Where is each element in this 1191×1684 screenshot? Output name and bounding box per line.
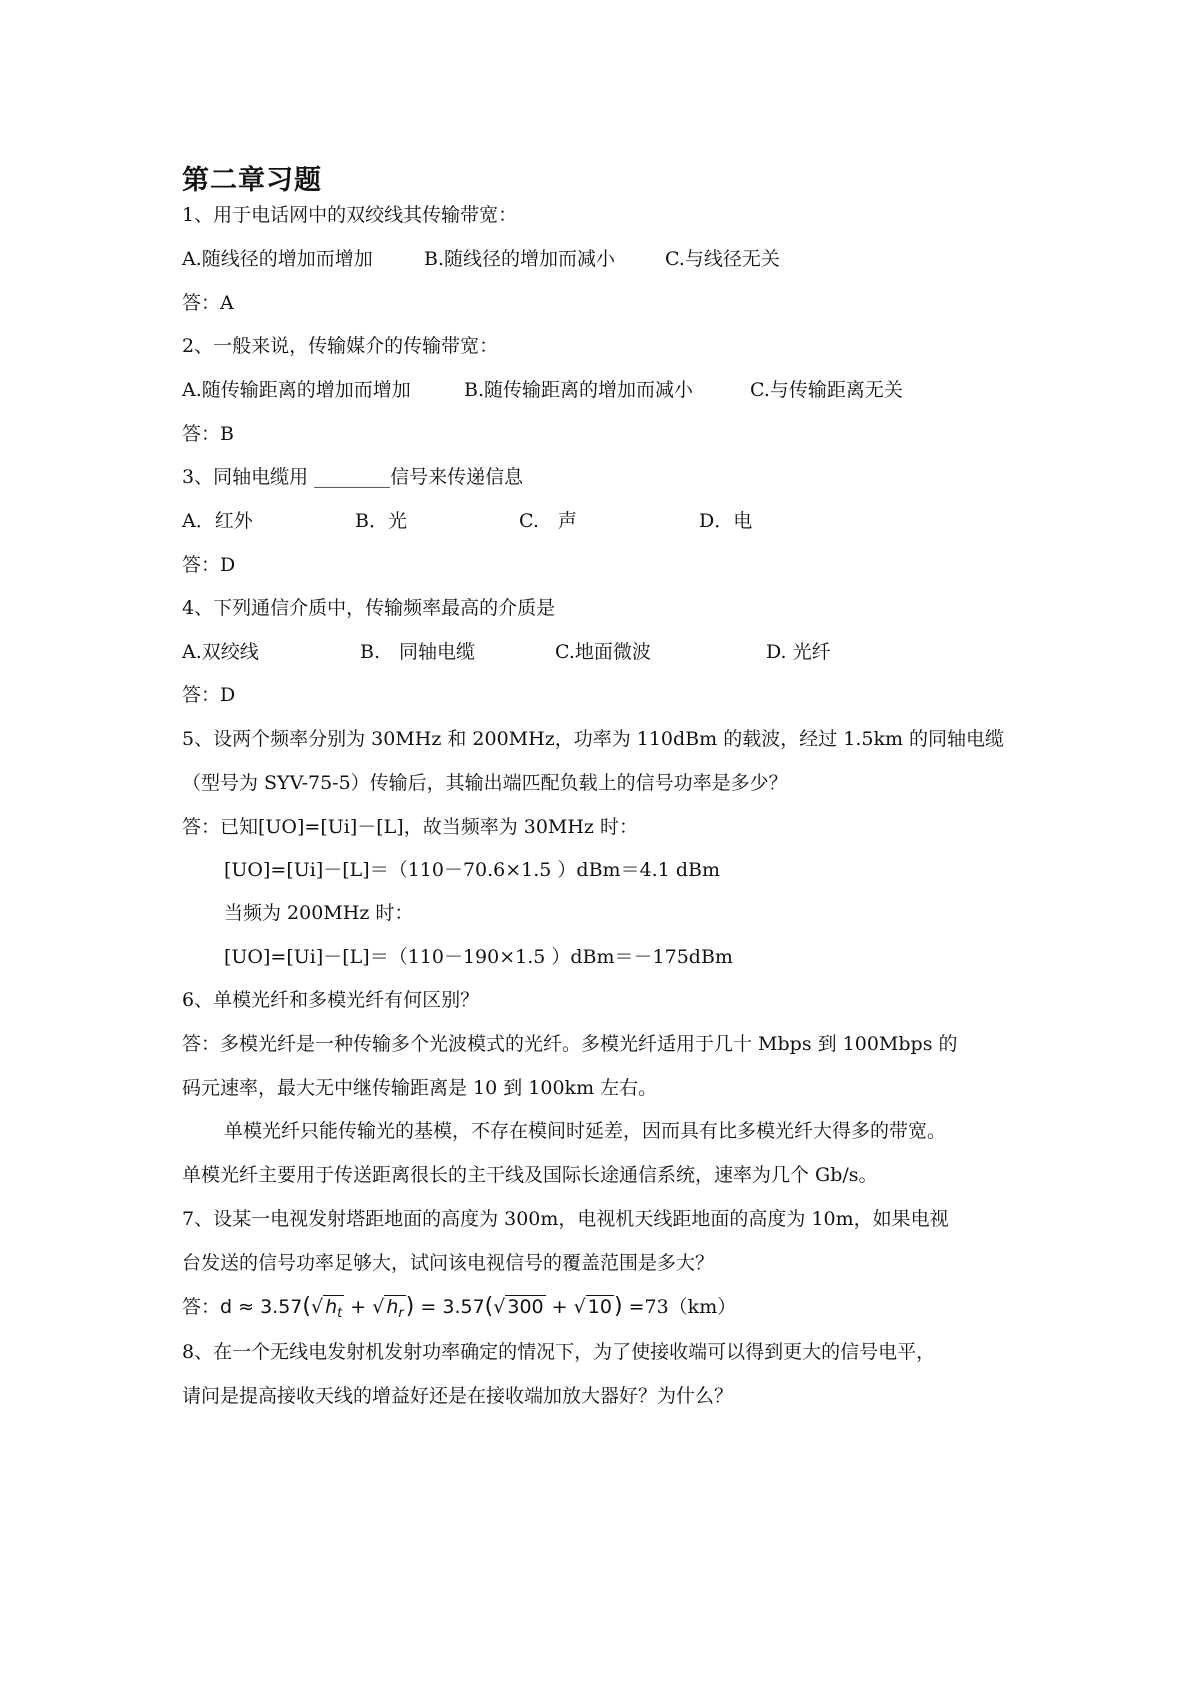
option-b: B.随线径的增加而减小: [424, 248, 616, 270]
question-6: 6、单模光纤和多模光纤有何区别？: [182, 989, 480, 1011]
option-c: C.与传输距离无关: [750, 379, 903, 401]
question-8-line-1: 8、在一个无线电发射机发射功率确定的情况下，为了使接收端可以得到更大的信号电平，: [182, 1341, 936, 1363]
question-7-line-2: 台发送的信号功率足够大，试问该电视信号的覆盖范围是多大？: [182, 1252, 715, 1274]
question-5-line-2: （型号为 SYV-75-5）传输后，其输出端匹配负载上的信号功率是多少？: [182, 772, 788, 794]
option-b: B．光: [355, 510, 407, 532]
question-7-line-1: 7、设某一电视发射塔距地面的高度为 300m，电视机天线距地面的高度为 10m，如果电视: [182, 1208, 949, 1230]
formula-ht-sub: t: [337, 1306, 343, 1321]
answer-6-line-4: 单模光纤主要用于传送距离很长的主干线及国际长途通信系统，速率为几个 Gb/s。: [182, 1164, 878, 1186]
answer-5-line-1: 答：已知[UO]=[Ui]－[L]，故当频率为 30MHz 时：: [182, 816, 638, 838]
question-8-line-2: 请问是提高接收天线的增益好还是在接收端加放大器好？为什么？: [182, 1385, 734, 1407]
option-c: C. 声: [519, 510, 577, 532]
answer-2: 答：B: [182, 423, 234, 445]
option-d: D．电: [699, 510, 753, 532]
page-title: 第二章习题: [182, 165, 322, 196]
answer-6-line-1: 答：多模光纤是一种传输多个光波模式的光纤。多模光纤适用于几十 Mbps 到 100Mbps 的: [182, 1033, 958, 1055]
option-b: B.随传输距离的增加而减小: [464, 379, 694, 401]
formula-lhs: d ≈ 3.57: [220, 1296, 303, 1318]
option-c: C.与线径无关: [665, 248, 780, 270]
answer-7-formula: 答：d ≈ 3.57(√ $h_t$ + √ $h_r) = 3.57(√$ 300 + √ 10) =73（km）: [182, 1294, 737, 1321]
answer-3: 答：D: [182, 554, 236, 576]
question-2-options: [182, 378, 1022, 402]
formula-result: =73（km）: [628, 1296, 737, 1318]
option-a: A．红外: [182, 510, 253, 532]
question-1: 1、用于电话网中的双绞线其传输带宽：: [182, 204, 518, 226]
option-d: D. 光纤: [766, 641, 831, 663]
answer-1: 答：A: [182, 292, 234, 314]
answer-prefix: 答：: [182, 1296, 221, 1318]
answer-5-line-4: [UO]=[Ui]－[L]＝（110－190×1.5 ）dBm＝－175dBm: [224, 946, 733, 968]
formula-300: 300: [507, 1296, 544, 1318]
option-a: A.随线径的增加而增加: [182, 248, 373, 270]
question-4: 4、下列通信介质中，传输频率最高的介质是: [182, 597, 556, 619]
answer-5-line-3: 当频为 200MHz 时：: [224, 902, 414, 924]
formula-10: 10: [587, 1296, 612, 1318]
option-a: A.双绞线: [182, 641, 259, 663]
option-c: C.地面微波: [555, 641, 651, 663]
question-2: 2、一般来说，传输媒介的传输带宽：: [182, 335, 499, 357]
option-a: A.随传输距离的增加而增加: [182, 379, 411, 401]
answer-6-line-2: 码元速率，最大无中继传输距离是 10 到 100km 左右。: [182, 1077, 658, 1099]
question-3-options: [182, 509, 1022, 533]
formula-hr: h: [386, 1296, 399, 1318]
formula-hr-sub: r: [398, 1306, 404, 1321]
formula-ht: h: [325, 1296, 338, 1318]
answer-4: 答：D: [182, 684, 236, 706]
answer-6-line-3: 单模光纤只能传输光的基模，不存在模间时延差，因而具有比多模光纤大得多的带宽。: [224, 1120, 947, 1142]
question-5-line-1: 5、设两个频率分别为 30MHz 和 200MHz，功率为 110dBm 的载波，经过 1.5km 的同轴电缆: [182, 728, 1005, 750]
question-1-options: [182, 247, 1022, 271]
question-4-options: [182, 640, 1022, 664]
question-3: 3、同轴电缆用 ________信号来传递信息: [182, 466, 524, 488]
option-b: B. 同轴电缆: [360, 641, 476, 663]
answer-5-line-2: [UO]=[Ui]－[L]＝（110－70.6×1.5 ）dBm＝4.1 dBm: [224, 859, 720, 881]
formula-mid: = 3.57: [420, 1296, 485, 1318]
